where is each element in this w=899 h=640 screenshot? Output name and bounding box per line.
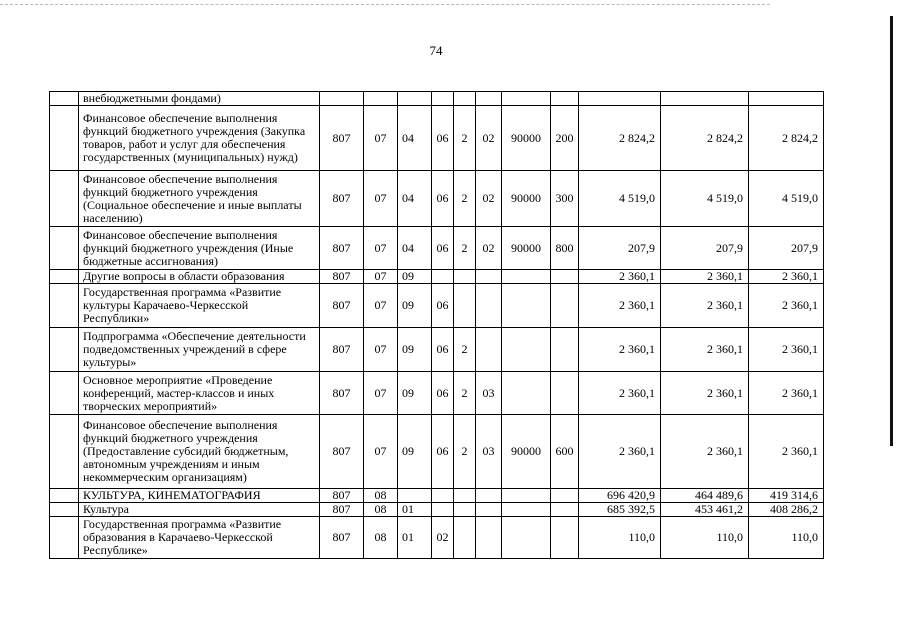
code-event: [476, 270, 502, 284]
code-direction: 90000: [502, 415, 551, 489]
amount-year-3: [749, 92, 824, 106]
code-section: 07: [364, 372, 398, 415]
code-expense-type: [551, 489, 579, 503]
amount-year-3: 408 286,2: [749, 503, 824, 517]
code-subprogram: 2: [454, 415, 476, 489]
amount-year-2: 2 360,1: [661, 328, 749, 372]
code-program: [432, 503, 454, 517]
row-name: Другие вопросы в области образования: [79, 270, 320, 284]
code-event: 02: [476, 171, 502, 227]
code-expense-type: 600: [551, 415, 579, 489]
code-direction: [502, 92, 551, 106]
scan-right-edge: [890, 16, 893, 446]
code-program: 06: [432, 171, 454, 227]
row-name: внебюджетными фондами): [79, 92, 320, 106]
amount-year-3: 4 519,0: [749, 171, 824, 227]
table-body: [50, 92, 824, 559]
code-section: 07: [364, 171, 398, 227]
amount-year-3: 2 824,2: [749, 106, 824, 171]
code-program: 06: [432, 227, 454, 270]
code-section: 08: [364, 503, 398, 517]
row-blank-cell: [50, 503, 79, 517]
amount-year-2: 4 519,0: [661, 171, 749, 227]
table-row: [50, 415, 824, 489]
row-name: Подпрограмма «Обеспечение деятельности подведомственных учреждений в сфере культуры»: [79, 328, 320, 372]
code-direction: [502, 489, 551, 503]
amount-year-2: 2 824,2: [661, 106, 749, 171]
amount-year-3: 110,0: [749, 517, 824, 559]
code-subsection: 09: [398, 270, 432, 284]
amount-year-1: 2 360,1: [579, 328, 661, 372]
amount-year-3: 419 314,6: [749, 489, 824, 503]
row-blank-cell: [50, 106, 79, 171]
amount-year-3: 2 360,1: [749, 415, 824, 489]
amount-year-1: 2 360,1: [579, 270, 661, 284]
row-name: Финансовое обеспечение выполнения функций бюджетного учреждения (Закупка товаров, работ и услуг для обеспечения государственных (муниципальных) нужд): [79, 106, 320, 171]
code-subsection: 04: [398, 171, 432, 227]
code-expense-type: [551, 503, 579, 517]
code-program: [432, 270, 454, 284]
amount-year-2: 2 360,1: [661, 270, 749, 284]
row-blank-cell: [50, 372, 79, 415]
row-name: КУЛЬТУРА, КИНЕМАТОГРАФИЯ: [79, 489, 320, 503]
code-direction: 90000: [502, 227, 551, 270]
code-event: [476, 489, 502, 503]
amount-year-2: 453 461,2: [661, 503, 749, 517]
code-subprogram: 2: [454, 171, 476, 227]
code-subprogram: 2: [454, 328, 476, 372]
code-group: 807: [320, 517, 364, 559]
amount-year-2: 2 360,1: [661, 372, 749, 415]
amount-year-3: 207,9: [749, 227, 824, 270]
code-expense-type: [551, 92, 579, 106]
code-subsection: 09: [398, 372, 432, 415]
table-row: [50, 171, 824, 227]
code-subprogram: 2: [454, 227, 476, 270]
amount-year-1: [579, 92, 661, 106]
row-blank-cell: [50, 227, 79, 270]
page-number: 74: [429, 43, 443, 58]
code-expense-type: 300: [551, 171, 579, 227]
code-subprogram: 2: [454, 372, 476, 415]
code-program: 02: [432, 517, 454, 559]
row-blank-cell: [50, 328, 79, 372]
code-program: [432, 92, 454, 106]
code-program: 06: [432, 372, 454, 415]
table-row: [50, 227, 824, 270]
table-row: [50, 106, 824, 171]
code-event: [476, 92, 502, 106]
code-direction: 90000: [502, 106, 551, 171]
amount-year-1: 685 392,5: [579, 503, 661, 517]
code-section: 07: [364, 284, 398, 328]
code-event: [476, 284, 502, 328]
amount-year-1: 2 360,1: [579, 284, 661, 328]
code-group: 807: [320, 372, 364, 415]
row-name: Государственная программа «Развитие образования в Карачаево-Черкесской Республике»: [79, 517, 320, 559]
code-subsection: [398, 489, 432, 503]
code-group: 807: [320, 227, 364, 270]
table-row: [50, 503, 824, 517]
code-subprogram: [454, 503, 476, 517]
code-expense-type: [551, 517, 579, 559]
code-section: 08: [364, 489, 398, 503]
code-event: [476, 328, 502, 372]
code-subsection: 01: [398, 503, 432, 517]
amount-year-1: 2 360,1: [579, 415, 661, 489]
amount-year-3: 2 360,1: [749, 372, 824, 415]
code-subsection: 09: [398, 284, 432, 328]
code-group: 807: [320, 106, 364, 171]
code-subsection: 04: [398, 106, 432, 171]
budget-table: [49, 91, 824, 559]
code-section: 07: [364, 270, 398, 284]
table-row: [50, 284, 824, 328]
amount-year-2: 110,0: [661, 517, 749, 559]
code-subsection: [398, 92, 432, 106]
row-name: Финансовое обеспечение выполнения функций бюджетного учреждения (Социальное обеспечение и иные выплаты населению): [79, 171, 320, 227]
row-blank-cell: [50, 415, 79, 489]
code-direction: [502, 517, 551, 559]
code-direction: 90000: [502, 171, 551, 227]
code-direction: [502, 284, 551, 328]
code-direction: [502, 270, 551, 284]
amount-year-1: 110,0: [579, 517, 661, 559]
code-subprogram: [454, 284, 476, 328]
code-expense-type: [551, 372, 579, 415]
row-name: Основное мероприятие «Проведение конференций, мастер-классов и иных творческих мероприятий»: [79, 372, 320, 415]
code-section: 07: [364, 106, 398, 171]
code-subprogram: 2: [454, 106, 476, 171]
code-group: 807: [320, 171, 364, 227]
row-blank-cell: [50, 92, 79, 106]
row-blank-cell: [50, 284, 79, 328]
amount-year-1: 207,9: [579, 227, 661, 270]
amount-year-2: 207,9: [661, 227, 749, 270]
amount-year-2: 2 360,1: [661, 415, 749, 489]
table-row: [50, 270, 824, 284]
amount-year-3: 2 360,1: [749, 284, 824, 328]
code-group: 807: [320, 270, 364, 284]
row-name: Государственная программа «Развитие культуры Карачаево-Черкесской Республики»: [79, 284, 320, 328]
code-event: 02: [476, 106, 502, 171]
amount-year-3: 2 360,1: [749, 270, 824, 284]
amount-year-2: 464 489,6: [661, 489, 749, 503]
code-event: [476, 503, 502, 517]
row-name: Финансовое обеспечение выполнения функций бюджетного учреждения (Иные бюджетные ассигнования): [79, 227, 320, 270]
code-direction: [502, 372, 551, 415]
row-name: Финансовое обеспечение выполнения функций бюджетного учреждения (Предоставление субсидий бюджетным, автономным учреждениям и иным некоммерческим организациям): [79, 415, 320, 489]
scan-top-edge: [0, 4, 770, 5]
code-expense-type: [551, 328, 579, 372]
code-program: 06: [432, 415, 454, 489]
code-subsection: 01: [398, 517, 432, 559]
code-direction: [502, 503, 551, 517]
code-group: 807: [320, 328, 364, 372]
table-row: [50, 372, 824, 415]
code-subprogram: [454, 489, 476, 503]
code-event: 03: [476, 415, 502, 489]
code-subsection: 04: [398, 227, 432, 270]
amount-year-1: 4 519,0: [579, 171, 661, 227]
code-direction: [502, 328, 551, 372]
table-row: [50, 328, 824, 372]
code-program: 06: [432, 328, 454, 372]
row-blank-cell: [50, 489, 79, 503]
code-section: 07: [364, 328, 398, 372]
table-row: [50, 517, 824, 559]
code-expense-type: [551, 270, 579, 284]
code-group: 807: [320, 489, 364, 503]
row-blank-cell: [50, 270, 79, 284]
code-program: [432, 489, 454, 503]
row-blank-cell: [50, 171, 79, 227]
code-subprogram: [454, 517, 476, 559]
code-group: [320, 92, 364, 106]
code-event: 03: [476, 372, 502, 415]
amount-year-2: [661, 92, 749, 106]
row-blank-cell: [50, 517, 79, 559]
code-section: 08: [364, 517, 398, 559]
code-subsection: 09: [398, 328, 432, 372]
code-event: [476, 517, 502, 559]
amount-year-1: 2 360,1: [579, 372, 661, 415]
code-expense-type: 800: [551, 227, 579, 270]
amount-year-2: 2 360,1: [661, 284, 749, 328]
code-program: 06: [432, 106, 454, 171]
table-row: [50, 489, 824, 503]
code-subsection: 09: [398, 415, 432, 489]
amount-year-1: 696 420,9: [579, 489, 661, 503]
row-name: Культура: [79, 503, 320, 517]
code-section: [364, 92, 398, 106]
code-section: 07: [364, 415, 398, 489]
code-program: 06: [432, 284, 454, 328]
amount-year-3: 2 360,1: [749, 328, 824, 372]
code-subprogram: [454, 92, 476, 106]
code-group: 807: [320, 284, 364, 328]
code-section: 07: [364, 227, 398, 270]
code-subprogram: [454, 270, 476, 284]
code-event: 02: [476, 227, 502, 270]
table-row: [50, 92, 824, 106]
amount-year-1: 2 824,2: [579, 106, 661, 171]
code-group: 807: [320, 415, 364, 489]
code-expense-type: 200: [551, 106, 579, 171]
code-expense-type: [551, 284, 579, 328]
code-group: 807: [320, 503, 364, 517]
